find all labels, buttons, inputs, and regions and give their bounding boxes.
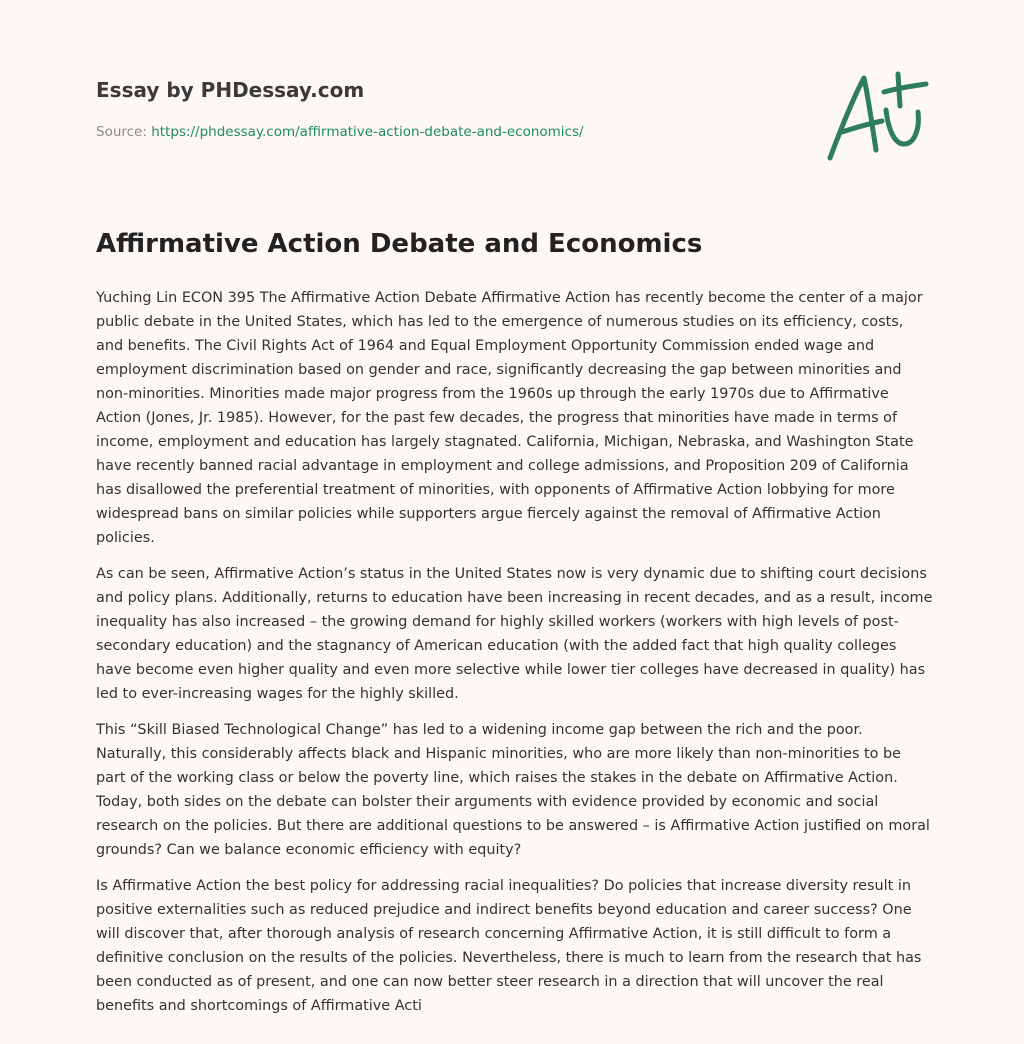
source-link[interactable]: https://phdessay.com/affirmative-action-debate-and-economics/ — [151, 124, 584, 140]
page-header — [96, 76, 796, 142]
source-line — [96, 122, 796, 142]
site-title: Essay by PHDessay.com — [96, 78, 365, 102]
essay-paragraph: Is Affirmative Action the best policy for addressing racial inequalities? Do policies that increase diversity result in positive externalities such as reduced prejudice and indirect benefits beyond education and career success? One will discover that, after thorough analysis of research concerning Affirmative Action, it is still difficult to form a definitive conclusion on the results of the policies. Nevertheless, there is much to learn from the research that has been conducted as of present, and one can now better steer research in a direction that will uncover the real benefits and shortcomings of Affirmative Acti — [96, 878, 922, 1014]
essay-paragraph: Yuching Lin ECON 395 The Affirmative Action Debate Affirmative Action has recently become the center of a major public debate in the United States, which has led to the emergence of numerous studies on its efficiency, costs, and benefits. The Civil Rights Act of 1964 and Equal Employment Opportunity Commission ended wage and employment discrimination based on gender and race, significantly decreasing the gap between minorities and non-minorities. Minorities made major progress from the 1960s up through the early 1970s due to Affirmative Action (Jones, Jr. 1985). However, for the past few decades, the progress that minorities have made in terms of income, employment and education has largely stagnated. California, Michigan, Nebraska, and Washington State have recently banned racial advantage in employment and college admissions, and Proposition 209 of California has disallowed the preferential treatment of minorities, with opponents of Affirmative Action lobbying for more widespread bans on similar policies while supporters argue fiercely against the removal of Affirmative Action policies. — [96, 290, 923, 546]
a-plus-logo — [822, 66, 932, 166]
essay-paragraph: This “Skill Biased Technological Change” has led to a widening income gap between the rich and the poor. Naturally, this considerably affects black and Hispanic minorities, who are more likely than non-minorities to be part of the working class or below the poverty line, which raises the stakes in the debate on Affirmative Action. Today, both sides on the debate can bolster their arguments with evidence provided by economic and social research on the policies. But there are additional questions to be answered – is Affirmative Action justified on moral grounds? Can we balance economic efficiency with equity? — [96, 722, 930, 858]
source-label: Source: — [96, 124, 147, 140]
essay-body — [96, 286, 934, 1030]
essay-paragraph: As can be seen, Affirmative Action’s status in the United States now is very dynamic due to shifting court decisions and policy plans. Additionally, returns to education have been increasing in recent decades, and as a result, income inequality has also increased – the growing demand for highly skilled workers (workers with high levels of post-secondary education) and the stagnancy of American education (with the added fact that high quality colleges have become even higher quality and even more selective while lower tier colleges have decreased in quality) has led to ever-increasing wages for the highly skilled. — [96, 566, 933, 702]
document-title: Affirmative Action Debate and Economics — [96, 229, 703, 259]
